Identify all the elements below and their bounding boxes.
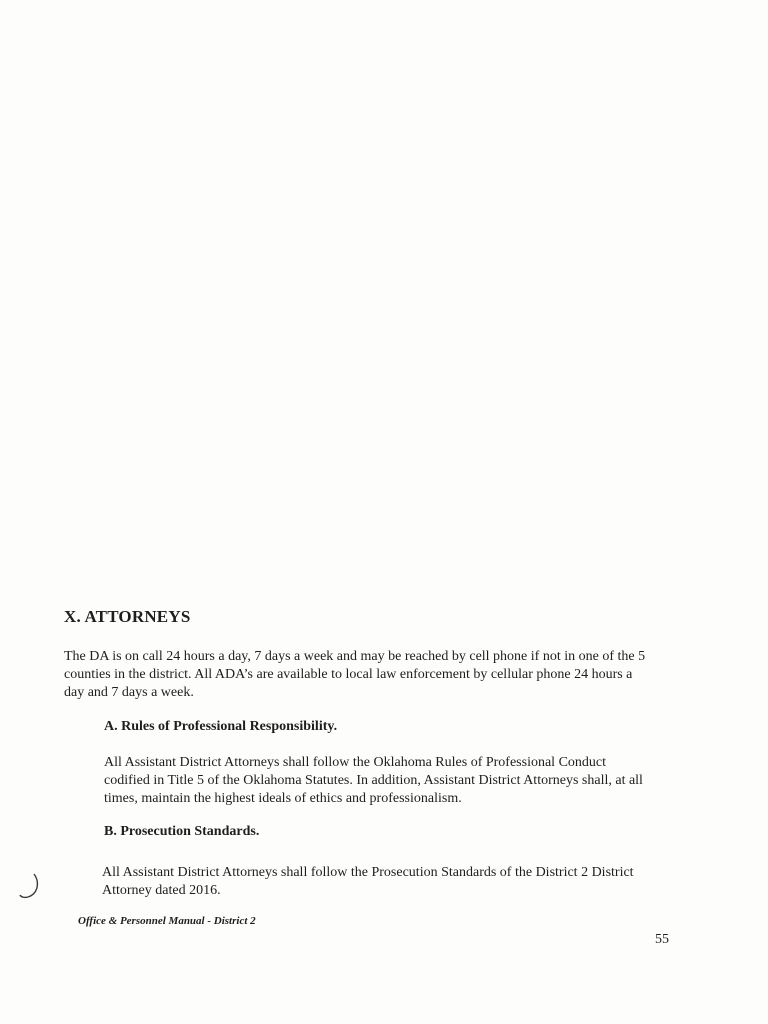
intro-line: The DA is on call 24 hours a day, 7 days a week and may be reached by cell phone if not in one of the 5 (64, 649, 646, 664)
paragraph-line: All Assistant District Attorneys shall follow the Oklahoma Rules of Professional Conduct (104, 755, 607, 770)
subsection-a-heading: A. Rules of Professional Responsibility. (104, 719, 338, 734)
intro-line: day and 7 days a week. (64, 685, 194, 700)
binder-hole-mark (18, 872, 42, 902)
subsection-a-paragraph (104, 754, 709, 808)
intro-paragraph (64, 648, 714, 702)
manual-footer: Office & Personnel Manual - District 2 (78, 915, 256, 927)
subsection-b-paragraph (102, 864, 702, 900)
paragraph-line: All Assistant District Attorneys shall follow the Prosecution Standards of the District 2 District (102, 865, 634, 880)
paragraph-line: Attorney dated 2016. (102, 883, 221, 898)
intro-line: counties in the district. All ADA’s are available to local law enforcement by cellular phone 24 hours a (64, 667, 633, 682)
paragraph-line: times, maintain the highest ideals of ethics and professionalism. (104, 791, 462, 806)
page-number: 55 (655, 932, 669, 947)
section-heading: X. ATTORNEYS (64, 607, 191, 626)
paragraph-line: codified in Title 5 of the Oklahoma Statutes. In addition, Assistant District Attorneys shall, at all (104, 773, 643, 788)
subsection-b-heading: B. Prosecution Standards. (104, 824, 260, 839)
